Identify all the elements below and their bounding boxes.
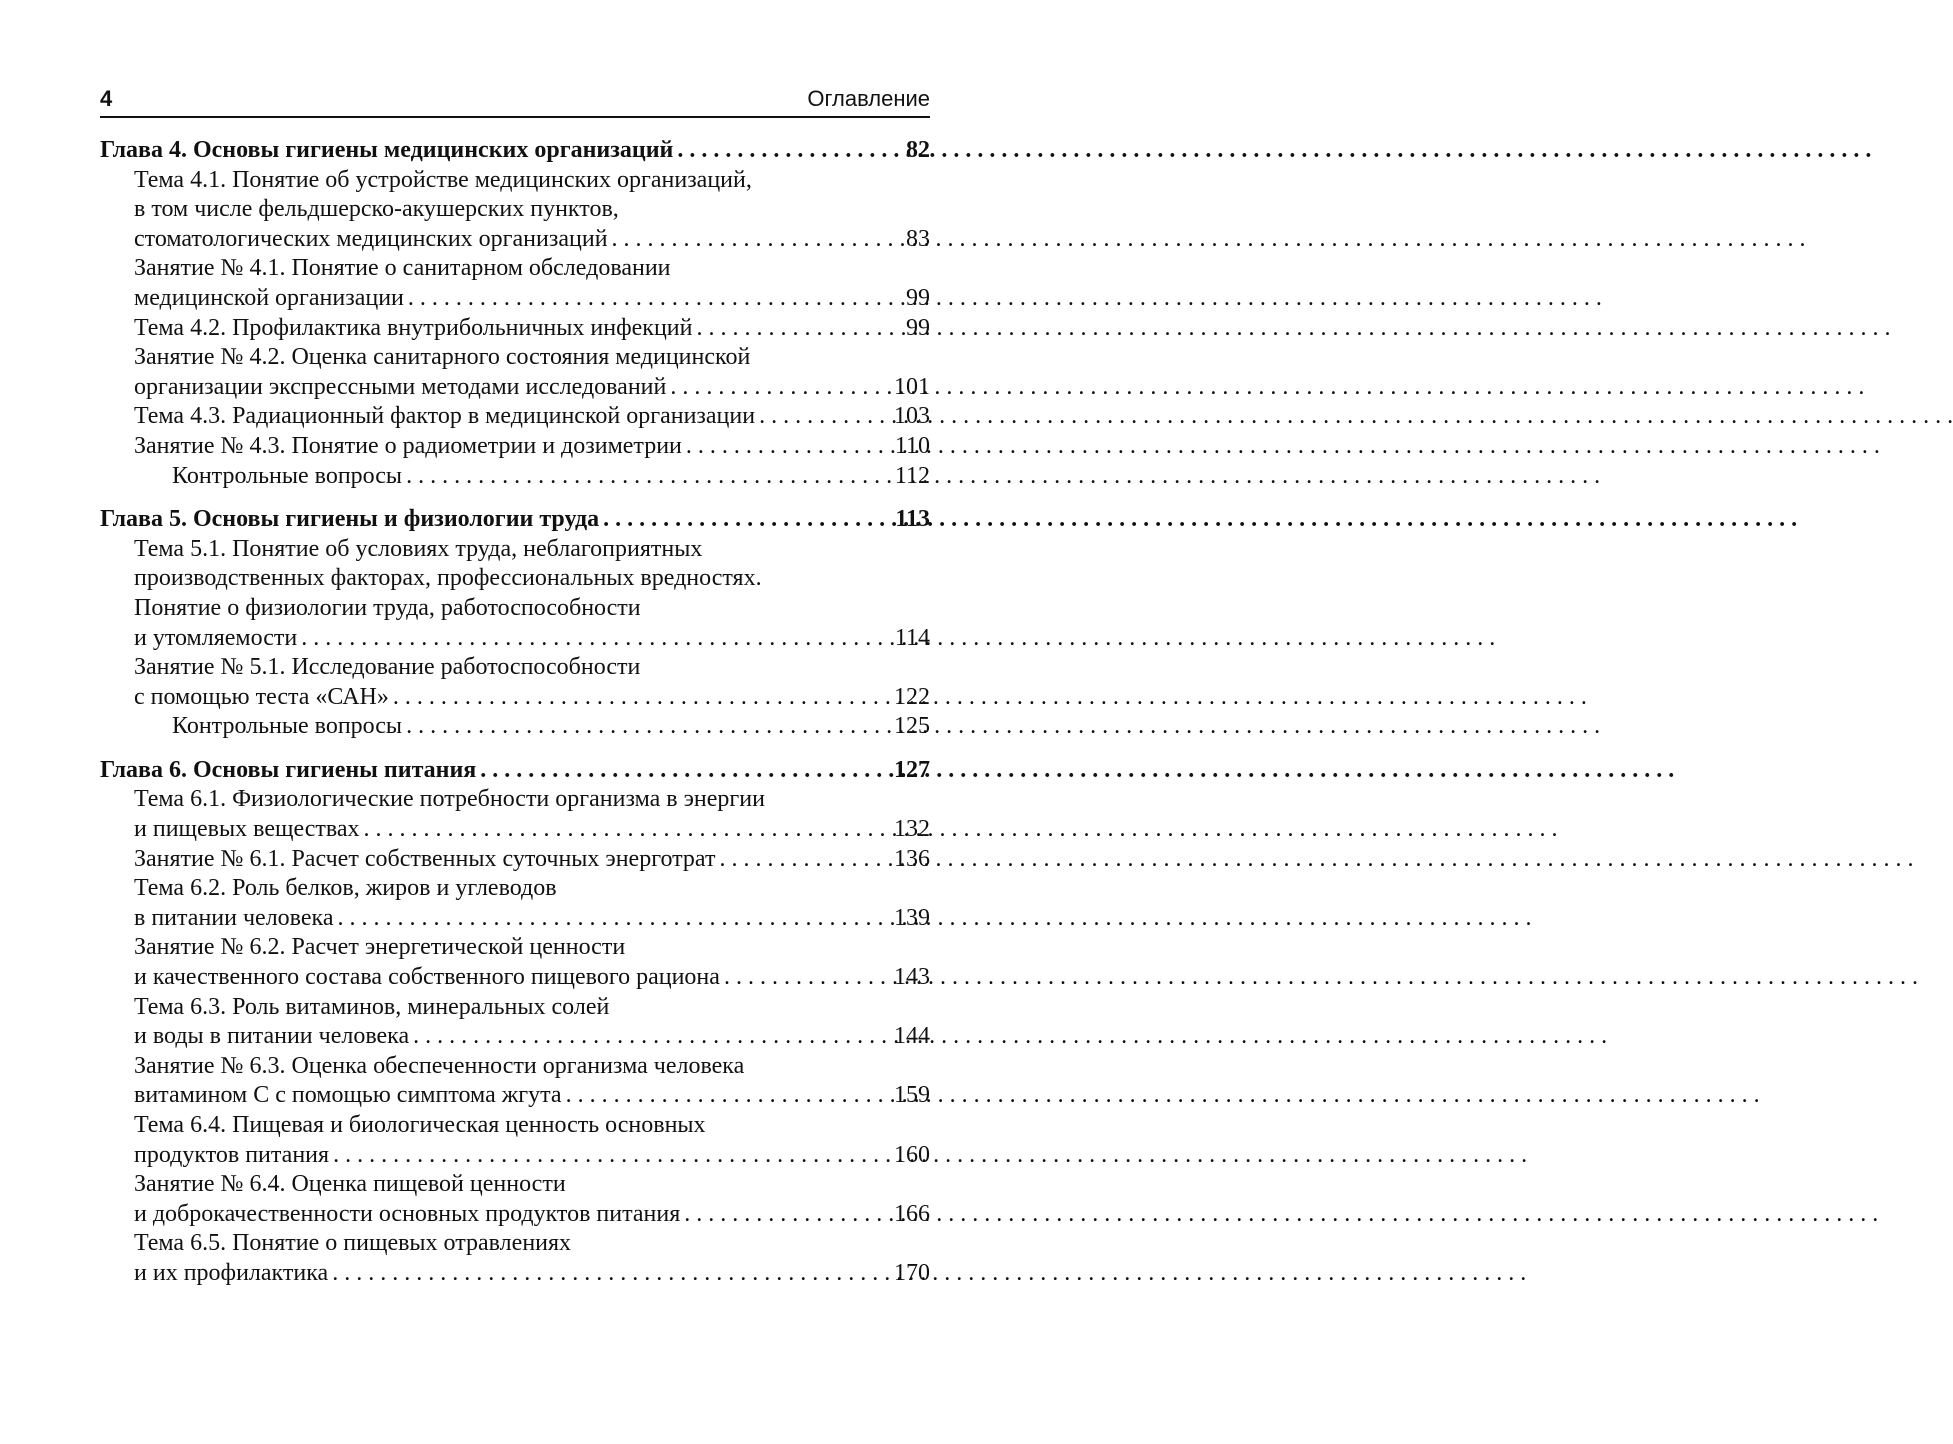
toc-entry bbox=[100, 254, 930, 313]
toc-entry-text: Глава 4. Основы гигиены медицинских организаций bbox=[100, 137, 674, 163]
toc-entry-line bbox=[100, 683, 930, 713]
toc-entry bbox=[100, 1170, 930, 1229]
toc-entry-line bbox=[100, 564, 930, 594]
toc-entry-text: Занятие № 4.1. Понятие о санитарном обследовании bbox=[134, 255, 671, 282]
toc-page-number: 139 bbox=[894, 904, 930, 931]
toc-page-number: 122 bbox=[894, 683, 930, 710]
toc-page-number: 101 bbox=[894, 373, 930, 400]
toc-entry-text: Занятие № 6.4. Оценка пищевой ценности bbox=[134, 1171, 566, 1198]
dot-leader bbox=[402, 712, 894, 742]
toc-entry-text: медицинской организации bbox=[134, 284, 404, 311]
dot-leader bbox=[562, 1081, 894, 1111]
toc-chapter-heading bbox=[100, 505, 930, 535]
toc-entry-line bbox=[100, 1081, 930, 1111]
dot-leader bbox=[409, 1022, 894, 1052]
dot-leader bbox=[673, 136, 906, 166]
toc-entry-line bbox=[100, 195, 930, 225]
toc-entry bbox=[100, 402, 930, 432]
toc-entry-text: Тема 6.4. Пищевая и биологическая ценность основных bbox=[134, 1112, 706, 1138]
toc-entry-line bbox=[100, 1259, 930, 1289]
toc-entry-text: и их профилактика bbox=[134, 1259, 329, 1286]
toc-entry-text: и утомляемости bbox=[134, 624, 298, 651]
toc-page-number: 127 bbox=[894, 756, 930, 783]
toc-entry-line bbox=[100, 815, 930, 845]
toc-entry-text: Тема 6.1. Физиологические потребности организма в энергии bbox=[134, 786, 765, 813]
toc-entry-line bbox=[100, 1022, 930, 1052]
toc-chapter bbox=[100, 136, 930, 491]
toc-entry-line bbox=[100, 594, 930, 624]
toc-page-number: 160 bbox=[894, 1141, 930, 1168]
toc-questions-entry bbox=[100, 462, 930, 492]
toc-entry-line bbox=[100, 1111, 930, 1141]
toc-entry-line bbox=[100, 874, 930, 904]
toc-entry bbox=[100, 933, 930, 992]
toc-chapter-heading bbox=[100, 756, 930, 786]
toc-entry-line bbox=[100, 1170, 930, 1200]
toc-entry-line bbox=[100, 225, 930, 255]
toc-questions-entry bbox=[100, 712, 930, 742]
toc-entry-line bbox=[100, 284, 930, 314]
toc-entry-line bbox=[100, 653, 930, 683]
toc-entry-line bbox=[100, 136, 930, 166]
page-number: 4 bbox=[100, 86, 113, 111]
toc-entry bbox=[100, 845, 930, 875]
toc-entry-text: Глава 5. Основы гигиены и физиологии труда bbox=[100, 506, 600, 533]
toc-page-number: 99 bbox=[906, 284, 930, 311]
toc-entry bbox=[100, 993, 930, 1052]
running-head bbox=[100, 80, 930, 118]
toc-page-number: 143 bbox=[894, 964, 930, 991]
toc-entry-line bbox=[100, 963, 930, 993]
toc-entry-line bbox=[100, 432, 930, 462]
toc-entry-line bbox=[100, 535, 930, 565]
toc-entry-line bbox=[100, 785, 930, 815]
dot-leader bbox=[715, 845, 894, 875]
toc-page-number: 170 bbox=[894, 1259, 930, 1286]
toc-entry-text: Тема 4.2. Профилактика внутрибольничных инфекций bbox=[134, 314, 693, 341]
dot-leader bbox=[599, 505, 895, 535]
dot-leader bbox=[360, 815, 894, 845]
toc-entry bbox=[100, 1052, 930, 1111]
toc-entry-text: витамином С с помощью симптома жгута bbox=[134, 1082, 562, 1109]
table-of-contents bbox=[100, 136, 930, 1303]
toc-page-number: 112 bbox=[894, 462, 930, 489]
toc-entry-text: и воды в питании человека bbox=[134, 1023, 410, 1050]
toc-entry-text: Занятие № 6.1. Расчет собственных суточных энерготрат bbox=[134, 845, 716, 872]
toc-page-number: 144 bbox=[894, 1023, 930, 1050]
toc-entry-line bbox=[100, 314, 930, 344]
toc-entry bbox=[100, 1111, 930, 1170]
dot-leader bbox=[680, 1200, 894, 1230]
toc-entry-text: Тема 6.3. Роль витаминов, минеральных солей bbox=[134, 993, 610, 1020]
dot-leader bbox=[297, 624, 895, 654]
toc-page-number: 136 bbox=[894, 845, 930, 872]
dot-leader bbox=[389, 683, 894, 713]
toc-entry-text: организации экспрессными методами исследований bbox=[134, 373, 667, 400]
toc-page-number: 103 bbox=[894, 403, 930, 430]
toc-entry-line bbox=[100, 1229, 930, 1259]
toc-page-number: 132 bbox=[894, 816, 930, 843]
toc-page-number: 159 bbox=[894, 1082, 930, 1109]
toc-page-number: 113 bbox=[895, 506, 930, 533]
toc-entry-text: и доброкачественности основных продуктов питания bbox=[134, 1200, 681, 1227]
toc-entry-text: Занятие № 5.1. Исследование работоспособности bbox=[134, 654, 641, 681]
toc-entry-line bbox=[100, 993, 930, 1023]
toc-entry-line bbox=[100, 254, 930, 284]
toc-entry-line bbox=[100, 904, 930, 934]
toc-entry-line bbox=[100, 624, 930, 654]
toc-entry-text: с помощью теста «САН» bbox=[134, 683, 389, 710]
toc-entry bbox=[100, 343, 930, 402]
dot-leader bbox=[682, 432, 895, 462]
toc-entry-line bbox=[100, 1141, 930, 1171]
section-title: Оглавление bbox=[807, 86, 930, 111]
toc-entry bbox=[100, 874, 930, 933]
toc-page-number: 82 bbox=[906, 137, 930, 163]
toc-entry-line bbox=[100, 845, 930, 875]
toc-entry-text: Понятие о физиологии труда, работоспособности bbox=[134, 594, 641, 621]
toc-entry-line bbox=[100, 505, 930, 535]
toc-entry-text: и пищевых веществах bbox=[134, 816, 360, 843]
dot-leader bbox=[404, 284, 906, 314]
toc-entry-text: производственных факторах, профессиональных вредностях. bbox=[134, 565, 762, 592]
toc-entry-text: Занятие № 6.3. Оценка обеспеченности организма человека bbox=[134, 1052, 745, 1079]
toc-page-number: 83 bbox=[906, 225, 930, 252]
toc-entry-line bbox=[100, 166, 930, 196]
toc-entry-text: стоматологических медицинских организаций bbox=[134, 225, 608, 252]
toc-entry-text: Тема 4.3. Радиационный фактор в медицинской организации bbox=[134, 403, 756, 430]
toc-entry-text: Тема 4.1. Понятие об устройстве медицинских организаций, bbox=[134, 166, 752, 193]
toc-entry-text: Тема 6.2. Роль белков, жиров и углеводов bbox=[134, 875, 557, 902]
dot-leader bbox=[755, 402, 894, 432]
toc-entry bbox=[100, 653, 930, 712]
toc-entry-text: в том числе фельдшерско-акушерских пунктов, bbox=[134, 196, 619, 223]
dot-leader bbox=[329, 1141, 894, 1171]
toc-chapter-heading bbox=[100, 136, 930, 166]
toc-entry-text: Контрольные вопросы bbox=[172, 462, 403, 489]
toc-entry-line bbox=[100, 933, 930, 963]
toc-entry-text: Занятие № 4.3. Понятие о радиометрии и дозиметрии bbox=[134, 432, 682, 459]
toc-entry bbox=[100, 166, 930, 255]
toc-entry-text: в питании человека bbox=[134, 904, 334, 931]
toc-entry-text: Тема 5.1. Понятие об условиях труда, неблагоприятных bbox=[134, 535, 703, 562]
toc-entry-text: Контрольные вопросы bbox=[172, 713, 403, 740]
dot-leader bbox=[328, 1259, 894, 1289]
toc-entry-line bbox=[100, 373, 930, 403]
dot-leader bbox=[608, 225, 906, 255]
toc-page-number: 99 bbox=[906, 314, 930, 341]
dot-leader bbox=[333, 904, 894, 934]
toc-chapter bbox=[100, 756, 930, 1289]
toc-entry-line bbox=[100, 712, 930, 742]
toc-entry-text: Тема 6.5. Понятие о пищевых отравлениях bbox=[134, 1230, 572, 1257]
dot-leader bbox=[402, 462, 895, 492]
toc-entry-line bbox=[100, 1200, 930, 1230]
toc-entry-line bbox=[100, 343, 930, 373]
toc-entry-text: Занятие № 4.2. Оценка санитарного состояния медицинской bbox=[134, 344, 751, 371]
toc-entry bbox=[100, 432, 930, 462]
toc-entry-line bbox=[100, 402, 930, 432]
toc-page-number: 166 bbox=[894, 1200, 930, 1227]
toc-entry-line bbox=[100, 756, 930, 786]
dot-leader bbox=[666, 373, 894, 403]
toc-entry bbox=[100, 785, 930, 844]
toc-entry-text: продуктов питания bbox=[134, 1141, 330, 1168]
toc-entry-line bbox=[100, 462, 930, 492]
toc-entry-text: Глава 6. Основы гигиены питания bbox=[100, 756, 477, 783]
toc-page-number: 125 bbox=[894, 713, 930, 740]
toc-entry-text: Занятие № 6.2. Расчет энергетической ценности bbox=[134, 934, 626, 961]
toc-entry bbox=[100, 314, 930, 344]
toc-entry bbox=[100, 535, 930, 653]
toc-entry-line bbox=[100, 1052, 930, 1082]
toc-page-number: 114 bbox=[894, 624, 930, 651]
toc-entry-text: и качественного состава собственного пищевого рациона bbox=[134, 964, 720, 991]
dot-leader bbox=[692, 314, 906, 344]
toc-page-number: 110 bbox=[894, 432, 930, 459]
toc-chapter bbox=[100, 505, 930, 742]
dot-leader bbox=[476, 756, 894, 786]
dot-leader bbox=[720, 963, 894, 993]
toc-entry bbox=[100, 1229, 930, 1288]
